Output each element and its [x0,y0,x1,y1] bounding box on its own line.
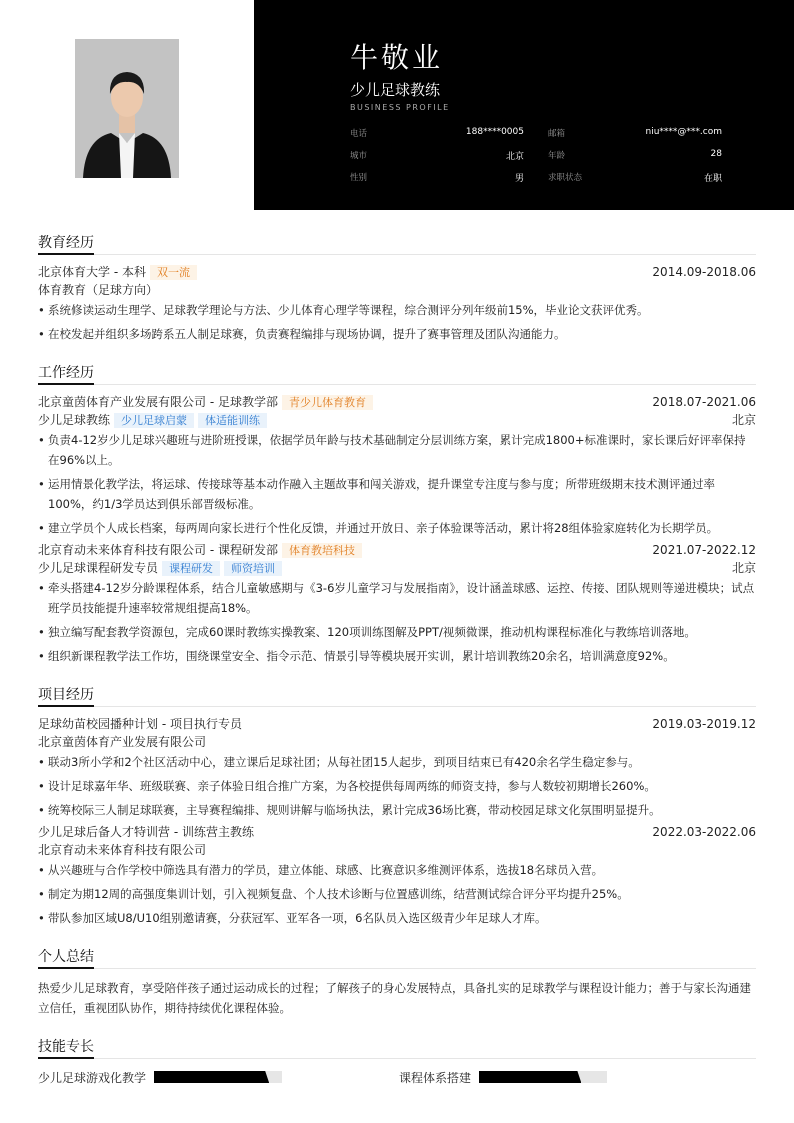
section-underline [38,705,94,707]
role-tag: 体适能训练 [198,413,267,428]
skills-section [38,1037,756,1085]
section-title: 项目经历 [38,687,94,703]
work-section [38,363,756,663]
info-value-gender: 男 [514,174,524,184]
project-org: 北京育动未来体育科技有限公司 [38,843,207,857]
job-date: 2021.07-2022.12 [652,543,756,557]
section-underline [38,253,94,255]
list-item: • 独立编写配套教学资源包，完成60课时教练实操教案、120项训练图解及PPT/视频微课，推动机构课程标准化与教练培训落地。 [38,622,756,642]
profile-subtitle: BUSINESS PROFILE [350,103,450,112]
summary-text: 热爱少儿足球教育，享受陪伴孩子通过运动成长的过程；了解孩子的身心发展特点，具备扎实的足球教学与课程设计能力；善于与家长沟通建立信任，重视团队协作，期待持续优化课程体验。 [38,981,751,1015]
section-divider [38,384,756,385]
job-title: 少儿足球教练 [350,81,441,99]
info-label-age: 年龄 [548,151,566,161]
job-city: 北京 [731,413,756,427]
info-label-city: 城市 [350,151,368,161]
project-header [38,824,756,841]
section-divider [38,706,756,707]
projects-section [38,685,756,925]
summary-section [38,947,756,1015]
list-item: • 组织新课程教学法工作坊，围绕课堂安全、指令示范、情景引导等模块展开实训，累计培训教练20余名，培训满意度92%。 [38,646,756,666]
list-item: • 从兴趣班与合作学校中筛选具有潜力的学员，建立体能、球感、比赛意识多维测评体系，选拔18名球员入营。 [38,860,756,880]
project-date: 2022.03-2022.06 [652,825,756,839]
list-item: • 统筹校际三人制足球联赛，主导赛程编排、规则讲解与临场执法，累计完成36场比赛，带动校园足球文化氛围明显提升。 [38,800,756,820]
job-company-row [38,394,756,411]
skill-bar-fill [154,1071,269,1083]
list-item: • 制定为期12周的高强度集训计划，引入视频复盘、个人技术诊断与位置感训练，结营测试综合评分平均提升25%。 [38,884,756,904]
job-date: 2018.07-2021.06 [652,395,756,409]
info-label-email: 邮箱 [548,129,566,139]
section-underline [38,967,94,969]
list-item: • 联动3所小学和2个社区活动中心，建立课后足球社团；从每社团15人起步，到项目结束已有420余名学生稳定参与。 [38,752,756,772]
header-panel [254,0,794,210]
info-label-status: 求职状态 [548,173,583,183]
project-name: 少儿足球后备人才特训营 - 训练营主教练 [38,825,254,839]
skill-label: 课程体系搭建 [399,1071,472,1085]
section-divider [38,254,756,255]
list-item: • 设计足球嘉年华、班级联赛、亲子体验日组合推广方案，为各校提供每周两练的师资支持，参与人数较初期增长260%。 [38,776,756,796]
list-item: • 在校发起并组织多场跨系五人制足球赛，负责赛程编排与现场协调，提升了赛事管理及团队沟通能力。 [38,324,756,344]
role-tag: 师资培训 [224,561,282,576]
info-label-gender: 性别 [350,173,368,183]
section-divider [38,968,756,969]
project-date: 2019.03-2019.12 [652,717,756,731]
section-title: 工作经历 [38,365,94,381]
section-underline [38,1057,94,1059]
role-tag: 课程研发 [162,561,220,576]
skill-bar [154,1071,282,1083]
skill-bar-fill [479,1071,581,1083]
company-name: 北京童茵体育产业发展有限公司 - 足球教学部 [38,395,278,409]
company-tag: 体育教培科技 [282,543,362,558]
section-title: 技能专长 [38,1039,94,1055]
list-item: • 建立学员个人成长档案，每两周向家长进行个性化反馈，并通过开放日、亲子体验课等活动，累计将28组体验家庭转化为长期学员。 [38,518,756,538]
info-value-email: niu****@***.com [645,127,722,137]
project-name: 足球幼苗校园播种计划 - 项目执行专员 [38,717,242,731]
skill-label: 少儿足球游戏化教学 [38,1071,147,1085]
education-date: 2014.09-2018.06 [652,265,756,279]
list-item: • 牵头搭建4-12岁分龄课程体系，结合儿童敏感期与《3-6岁儿童学习与发展指南》，设计涵盖球感、运控、传接、团队规则等递进模块；试点班学员技能提升速率较常规组提高18%。 [38,578,756,618]
section-title: 个人总结 [38,949,94,965]
list-item: • 带队参加区域U8/U10组别邀请赛，分获冠军、亚军各一项，6名队员入选区级青少年足球人才库。 [38,908,756,928]
skill-bar [479,1071,607,1083]
school-name: 北京体育大学 - 本科 [38,265,146,279]
role-name: 少儿足球课程研发专员 [38,561,159,575]
role-name: 少儿足球教练 [38,413,111,427]
list-item: • 运用情景化教学法，将运球、传接球等基本动作融入主题故事和闯关游戏，提升课堂专注度与参与度；所带班级期末技术测评通过率100%，约1/3学员达到俱乐部晋级标准。 [38,474,756,514]
section-title: 教育经历 [38,235,94,251]
list-item: • 系统修读运动生理学、足球教学理论与方法、少儿体育心理学等课程，综合测评分列年级前15%，毕业论文获评优秀。 [38,300,756,320]
job-city: 北京 [731,561,756,575]
info-label-phone: 电话 [350,129,368,139]
role-tag: 少儿足球启蒙 [114,413,194,428]
job-role-row [38,412,756,429]
education-section [38,233,756,341]
job-company-row [38,542,756,559]
person-silhouette-icon [75,39,179,178]
info-value-city: 北京 [505,152,524,162]
list-item: • 负责4-12岁少儿足球兴趣班与进阶班授课，依据学员年龄与技术基础制定分层训练方案，累计完成1800+标准课时，家长课后好评率保持在96%以上。 [38,430,756,470]
section-underline [38,383,94,385]
section-divider [38,1058,756,1059]
project-header [38,716,756,733]
info-value-status: 在职 [703,174,722,184]
education-major: 体育教育（足球方向） [38,283,159,297]
job-role-row [38,560,756,577]
company-tag: 青少儿体育教育 [282,395,373,410]
info-value-phone: 188****0005 [465,127,524,137]
project-org: 北京童茵体育产业发展有限公司 [38,735,207,749]
profile-photo [75,39,179,178]
candidate-name: 牛敬业 [350,41,444,74]
school-tag: 双一流 [150,265,197,280]
company-name: 北京育动未来体育科技有限公司 - 课程研发部 [38,543,278,557]
education-header [38,264,756,281]
info-value-age: 28 [710,149,722,159]
